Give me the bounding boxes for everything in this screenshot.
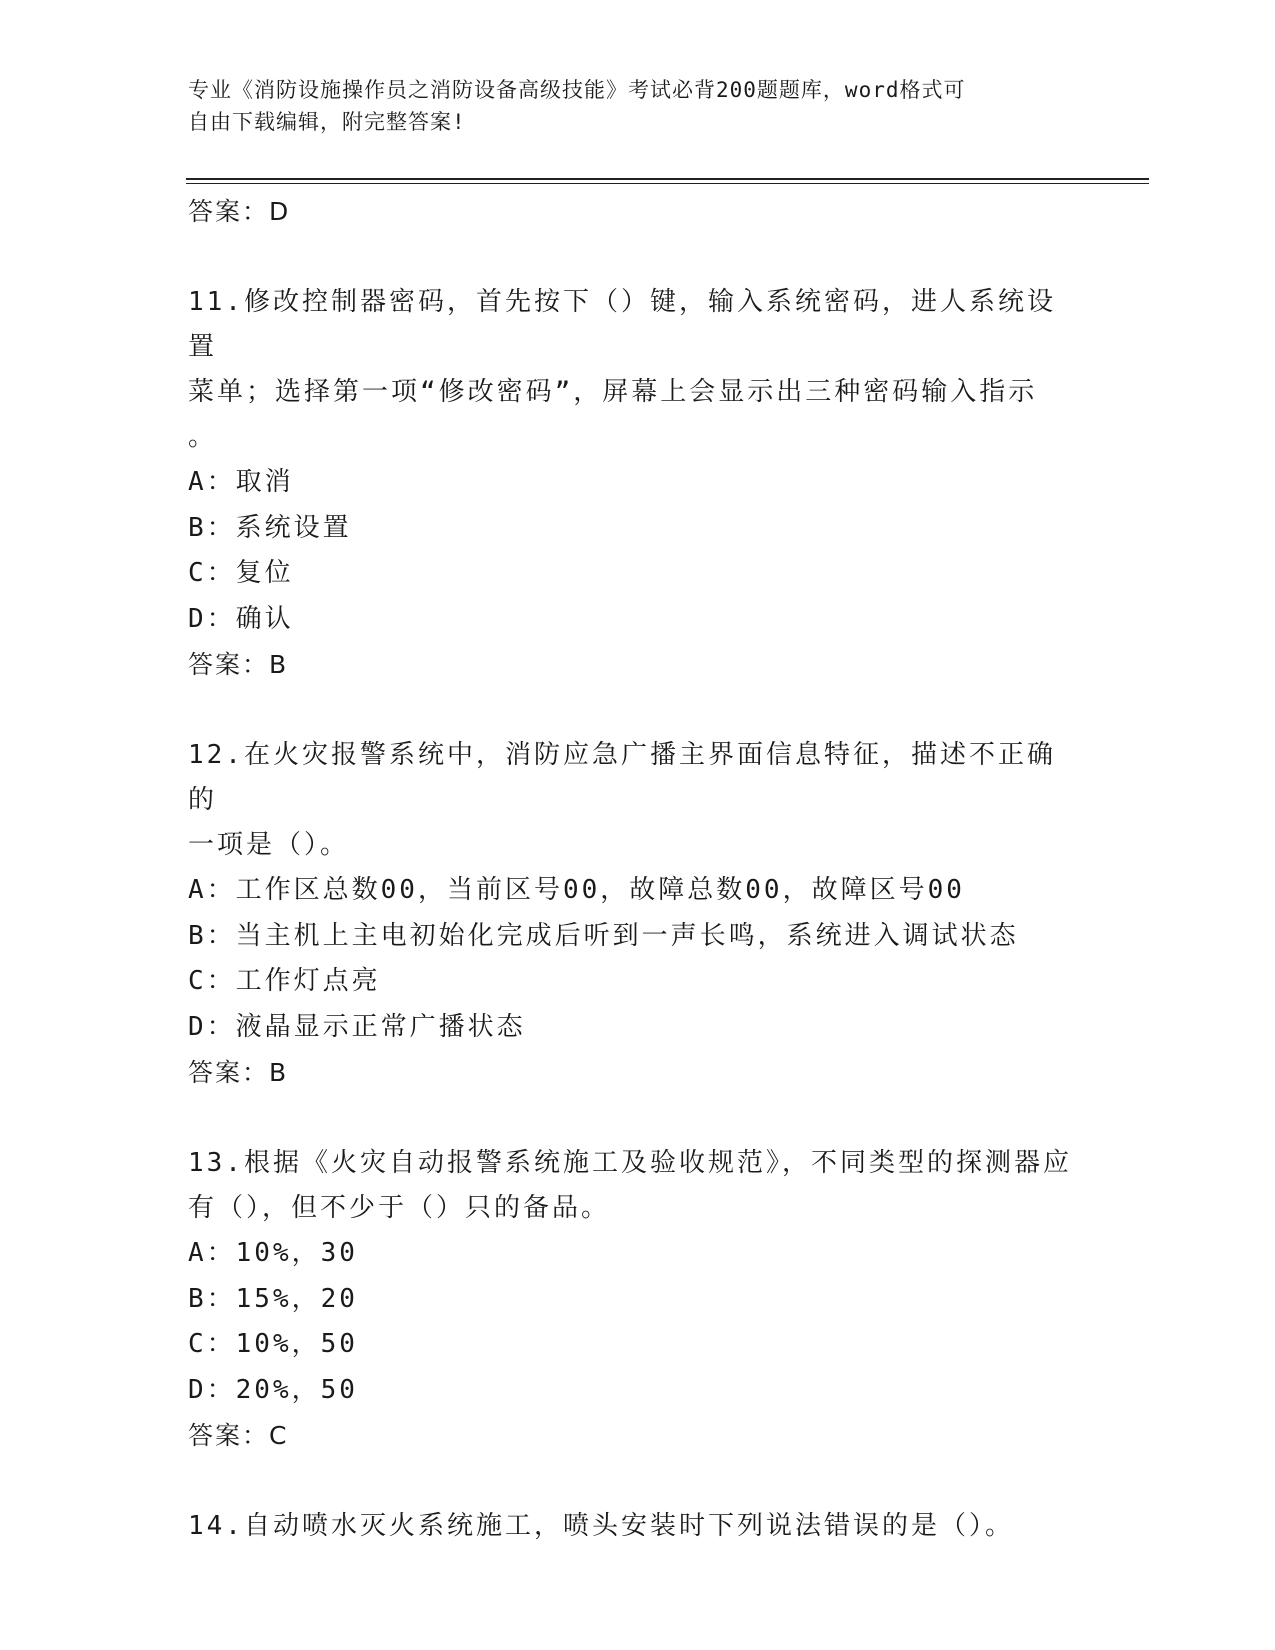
option-c: C：10%，50	[188, 1329, 358, 1359]
option-d: D：确认	[188, 603, 294, 634]
question-12	[188, 733, 1088, 1095]
question-stem-line: 14.自动喷水灭火系统施工，喷头安装时下列说法错误的是（）。	[188, 1511, 1014, 1541]
option-c: C：工作灯点亮	[188, 966, 381, 996]
answer-label: 答案：B	[188, 650, 289, 679]
answer-label: 答案：C	[188, 1421, 289, 1450]
option-d: D：20%，50	[188, 1374, 358, 1405]
question-stem-line: 13.根据《火灾自动报警系统施工及验收规范》，不同类型的探测器应	[188, 1148, 1072, 1178]
question-stem-line: 11.修改控制器密码，首先按下（）键，输入系统密码，进人系统设置	[188, 287, 1056, 362]
question-14	[188, 1504, 1088, 1549]
header-divider-thin	[186, 183, 1149, 184]
previous-answer: 答案：D	[188, 197, 291, 226]
header-line-2: 自由下载编辑，附完整答案!	[188, 110, 466, 134]
question-stem-line: 12.在火灾报警系统中，消防应急广播主界面信息特征，描述不正确的	[188, 740, 1056, 815]
option-a: A：取消	[188, 467, 294, 497]
option-b: B：15%，20	[188, 1283, 358, 1314]
question-stem-line: 有（），但不少于（）只的备品。	[188, 1193, 611, 1223]
question-stem-line: 。	[188, 422, 218, 452]
option-a: A：10%，30	[188, 1238, 358, 1268]
header-line-1: 专业《消防设施操作员之消防设备高级技能》考试必背200题题库，word格式可	[188, 78, 966, 102]
option-b: B：当主机上主电初始化完成后听到一声长鸣，系统进入调试状态	[188, 920, 1019, 951]
header-divider-thick	[186, 178, 1149, 180]
question-11	[188, 280, 1088, 687]
option-d: D：液晶显示正常广播状态	[188, 1011, 526, 1042]
question-stem-line: 一项是（）。	[188, 830, 350, 860]
option-b: B：系统设置	[188, 512, 352, 543]
document-header	[188, 74, 1068, 138]
question-stem-line: 菜单；选择第一项“修改密码”，屏幕上会显示出三种密码输入指示	[188, 377, 1038, 407]
question-list	[188, 190, 1088, 1549]
question-13	[188, 1141, 1088, 1458]
answer-label: 答案：B	[188, 1058, 289, 1087]
option-c: C：复位	[188, 558, 294, 588]
option-a: A：工作区总数00，当前区号00，故障总数00，故障区号00	[188, 875, 965, 905]
